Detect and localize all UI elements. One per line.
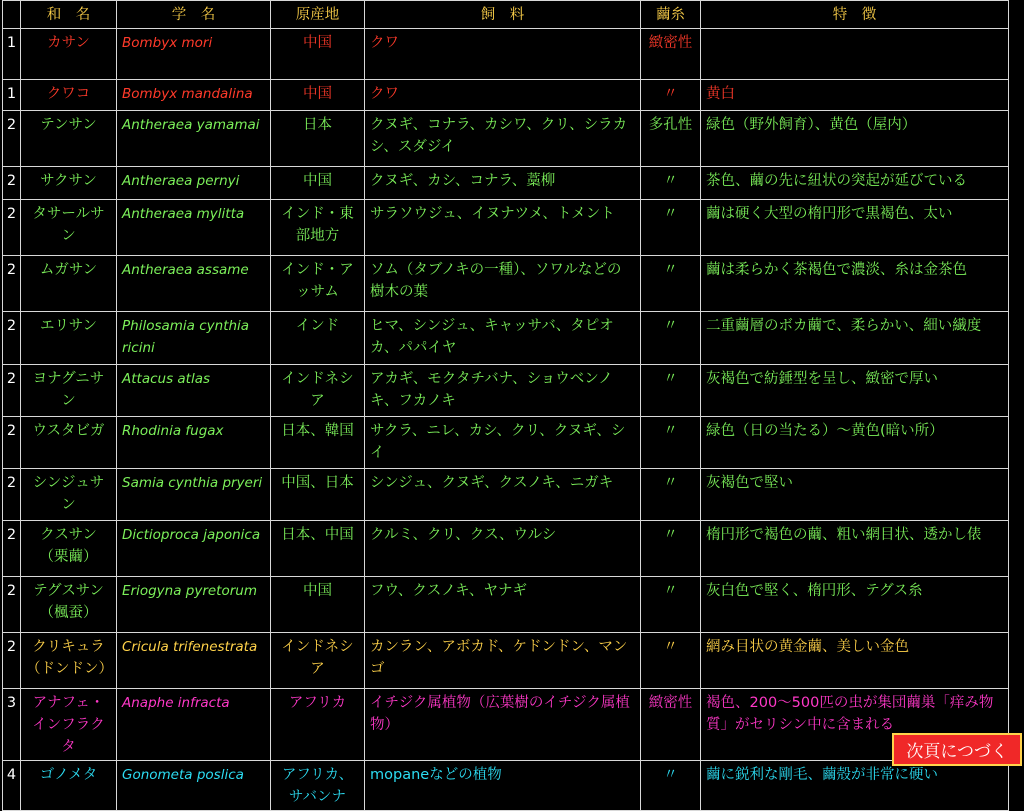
features-cell: 灰白色で堅く、楕円形、テグス糸: [701, 577, 1009, 633]
row-number: 2: [3, 167, 21, 200]
origin-cell: インド: [271, 312, 365, 365]
feed-cell: サクラ、ニレ、カシ、クリ、クヌギ、シイ: [365, 417, 641, 469]
silk-cell: 〃: [641, 633, 701, 689]
feed-cell: カンラン、アボカド、ケドンドン、マンゴ: [365, 633, 641, 689]
features-cell: 緑色（野外飼育）、黄色（屋内）: [701, 111, 1009, 167]
origin-cell: 日本、韓国: [271, 417, 365, 469]
japanese-name-cell: テグスサン（楓蚕）: [21, 577, 117, 633]
japanese-name-cell: エリサン: [21, 312, 117, 365]
features-cell: 網み目状の黄金繭、美しい金色: [701, 633, 1009, 689]
origin-cell: インド・アッサム: [271, 256, 365, 312]
origin-cell: インドネシア: [271, 365, 365, 417]
header-features: 特 徴: [701, 1, 1009, 29]
japanese-name-cell: ウスタビガ: [21, 417, 117, 469]
header-silk: 繭糸: [641, 1, 701, 29]
feed-cell: アカギ、モクタチバナ、ショウベンノキ、フカノキ: [365, 365, 641, 417]
scientific-name-cell: Gonometa poslica: [117, 761, 271, 811]
silk-cell: 〃: [641, 417, 701, 469]
scientific-name-cell: Antheraea pernyi: [117, 167, 271, 200]
table-row: [3, 256, 1009, 312]
row-number: 3: [3, 689, 21, 761]
silk-cell: 〃: [641, 167, 701, 200]
feed-cell: ヒマ、シンジュ、キャッサバ、タピオカ、パパイヤ: [365, 312, 641, 365]
origin-cell: 中国: [271, 80, 365, 111]
origin-cell: 中国、日本: [271, 469, 365, 521]
table-row: [3, 633, 1009, 689]
table-row: [3, 521, 1009, 577]
silk-cell: 〃: [641, 521, 701, 577]
silk-cell: 〃: [641, 80, 701, 111]
origin-cell: インドネシア: [271, 633, 365, 689]
features-cell: 黄白: [701, 80, 1009, 111]
japanese-name-cell: ゴノメタ: [21, 761, 117, 811]
origin-cell: 中国: [271, 29, 365, 80]
scientific-name-cell: Antheraea assame: [117, 256, 271, 312]
feed-cell: クヌギ、カシ、コナラ、藁柳: [365, 167, 641, 200]
row-number: 2: [3, 111, 21, 167]
japanese-name-cell: クリキュラ（ドンドン）: [21, 633, 117, 689]
scientific-name-cell: Bombyx mori: [117, 29, 271, 80]
table-row: [3, 689, 1009, 761]
table-row: [3, 80, 1009, 111]
scientific-name-cell: Dictioproca japonica: [117, 521, 271, 577]
next-page-button[interactable]: 次頁につづく: [892, 733, 1022, 766]
japanese-name-cell: サクサン: [21, 167, 117, 200]
scientific-name-cell: Attacus atlas: [117, 365, 271, 417]
feed-cell: シンジュ、クヌギ、クスノキ、ニガキ: [365, 469, 641, 521]
japanese-name-cell: アナフェ・インフラクタ: [21, 689, 117, 761]
origin-cell: 中国: [271, 167, 365, 200]
header-feed: 飼 料: [365, 1, 641, 29]
row-number: 4: [3, 761, 21, 811]
table-row: [3, 469, 1009, 521]
japanese-name-cell: タサールサン: [21, 200, 117, 256]
row-number: 2: [3, 200, 21, 256]
features-cell: 楕円形で褐色の繭、粗い網目状、透かし俵: [701, 521, 1009, 577]
features-cell: 繭は硬く大型の楕円形で黒褐色、太い: [701, 200, 1009, 256]
japanese-name-cell: テンサン: [21, 111, 117, 167]
silkworm-table: [2, 0, 1009, 811]
scientific-name-cell: Philosamia cynthia ricini: [117, 312, 271, 365]
origin-cell: 中国: [271, 577, 365, 633]
silk-cell: 〃: [641, 469, 701, 521]
silk-cell: 〃: [641, 312, 701, 365]
origin-cell: アフリカ: [271, 689, 365, 761]
silk-cell: 〃: [641, 577, 701, 633]
japanese-name-cell: クスサン（栗繭）: [21, 521, 117, 577]
header-no: [3, 1, 21, 29]
scientific-name-cell: Anaphe infracta: [117, 689, 271, 761]
scientific-name-cell: Antheraea mylitta: [117, 200, 271, 256]
table-row: [3, 29, 1009, 80]
features-cell: 二重繭層のボカ繭で、柔らかい、細い繊度: [701, 312, 1009, 365]
silk-cell: 多孔性: [641, 111, 701, 167]
silk-cell: 〃: [641, 761, 701, 811]
scientific-name-cell: Antheraea yamamai: [117, 111, 271, 167]
feed-cell: クワ: [365, 80, 641, 111]
row-number: 2: [3, 417, 21, 469]
features-cell: 灰褐色で堅い: [701, 469, 1009, 521]
header-row: [3, 1, 1009, 29]
row-number: 2: [3, 256, 21, 312]
feed-cell: クルミ、クリ、クス、ウルシ: [365, 521, 641, 577]
japanese-name-cell: ヨナグニサン: [21, 365, 117, 417]
row-number: 1: [3, 80, 21, 111]
scientific-name-cell: Eriogyna pyretorum: [117, 577, 271, 633]
feed-cell: イチジク属植物（広葉樹のイチジク属植物）: [365, 689, 641, 761]
japanese-name-cell: ムガサン: [21, 256, 117, 312]
silk-cell: 緻密性: [641, 689, 701, 761]
silk-cell: 〃: [641, 365, 701, 417]
header-origin: 原産地: [271, 1, 365, 29]
japanese-name-cell: シンジュサン: [21, 469, 117, 521]
table-row: [3, 365, 1009, 417]
feed-cell: クヌギ、コナラ、カシワ、クリ、シラカシ、スダジイ: [365, 111, 641, 167]
header-japanese-name: 和 名: [21, 1, 117, 29]
feed-cell: サラソウジュ、イヌナツメ、トメント: [365, 200, 641, 256]
features-cell: [701, 29, 1009, 80]
features-cell: 繭に鋭利な剛毛、繭殻が非常に硬い: [701, 761, 1009, 811]
row-number: 2: [3, 312, 21, 365]
row-number: 2: [3, 365, 21, 417]
origin-cell: インド・東部地方: [271, 200, 365, 256]
scientific-name-cell: Cricula trifenestrata: [117, 633, 271, 689]
origin-cell: アフリカ、サバンナ: [271, 761, 365, 811]
japanese-name-cell: クワコ: [21, 80, 117, 111]
table-row: [3, 200, 1009, 256]
features-cell: 緑色（日の当たる）～黄色(暗い所）: [701, 417, 1009, 469]
features-cell: 繭は柔らかく茶褐色で濃淡、糸は金茶色: [701, 256, 1009, 312]
table-row: [3, 577, 1009, 633]
table-row: [3, 167, 1009, 200]
header-scientific-name: 学 名: [117, 1, 271, 29]
features-cell: 灰褐色で紡錘型を呈し、緻密で厚い: [701, 365, 1009, 417]
scientific-name-cell: Rhodinia fugax: [117, 417, 271, 469]
row-number: 2: [3, 577, 21, 633]
row-number: 1: [3, 29, 21, 80]
origin-cell: 日本: [271, 111, 365, 167]
feed-cell: クワ: [365, 29, 641, 80]
row-number: 2: [3, 521, 21, 577]
japanese-name-cell: カサン: [21, 29, 117, 80]
silk-cell: 緻密性: [641, 29, 701, 80]
table-row: [3, 312, 1009, 365]
row-number: 2: [3, 469, 21, 521]
table-row: [3, 417, 1009, 469]
scientific-name-cell: Samia cynthia pryeri: [117, 469, 271, 521]
table-row: [3, 111, 1009, 167]
features-cell: 褐色、200～500匹の虫が集団繭巣「痒み物質」がセリシン中に含まれる: [701, 689, 1009, 761]
feed-cell: mopaneなどの植物: [365, 761, 641, 811]
table-row: [3, 761, 1009, 811]
silk-cell: 〃: [641, 200, 701, 256]
scientific-name-cell: Bombyx mandalina: [117, 80, 271, 111]
origin-cell: 日本、中国: [271, 521, 365, 577]
silk-cell: 〃: [641, 256, 701, 312]
features-cell: 茶色、繭の先に紐状の突起が延びている: [701, 167, 1009, 200]
feed-cell: ソム（タブノキの一種）、ソワルなどの樹木の葉: [365, 256, 641, 312]
row-number: 2: [3, 633, 21, 689]
feed-cell: フウ、クスノキ、ヤナギ: [365, 577, 641, 633]
